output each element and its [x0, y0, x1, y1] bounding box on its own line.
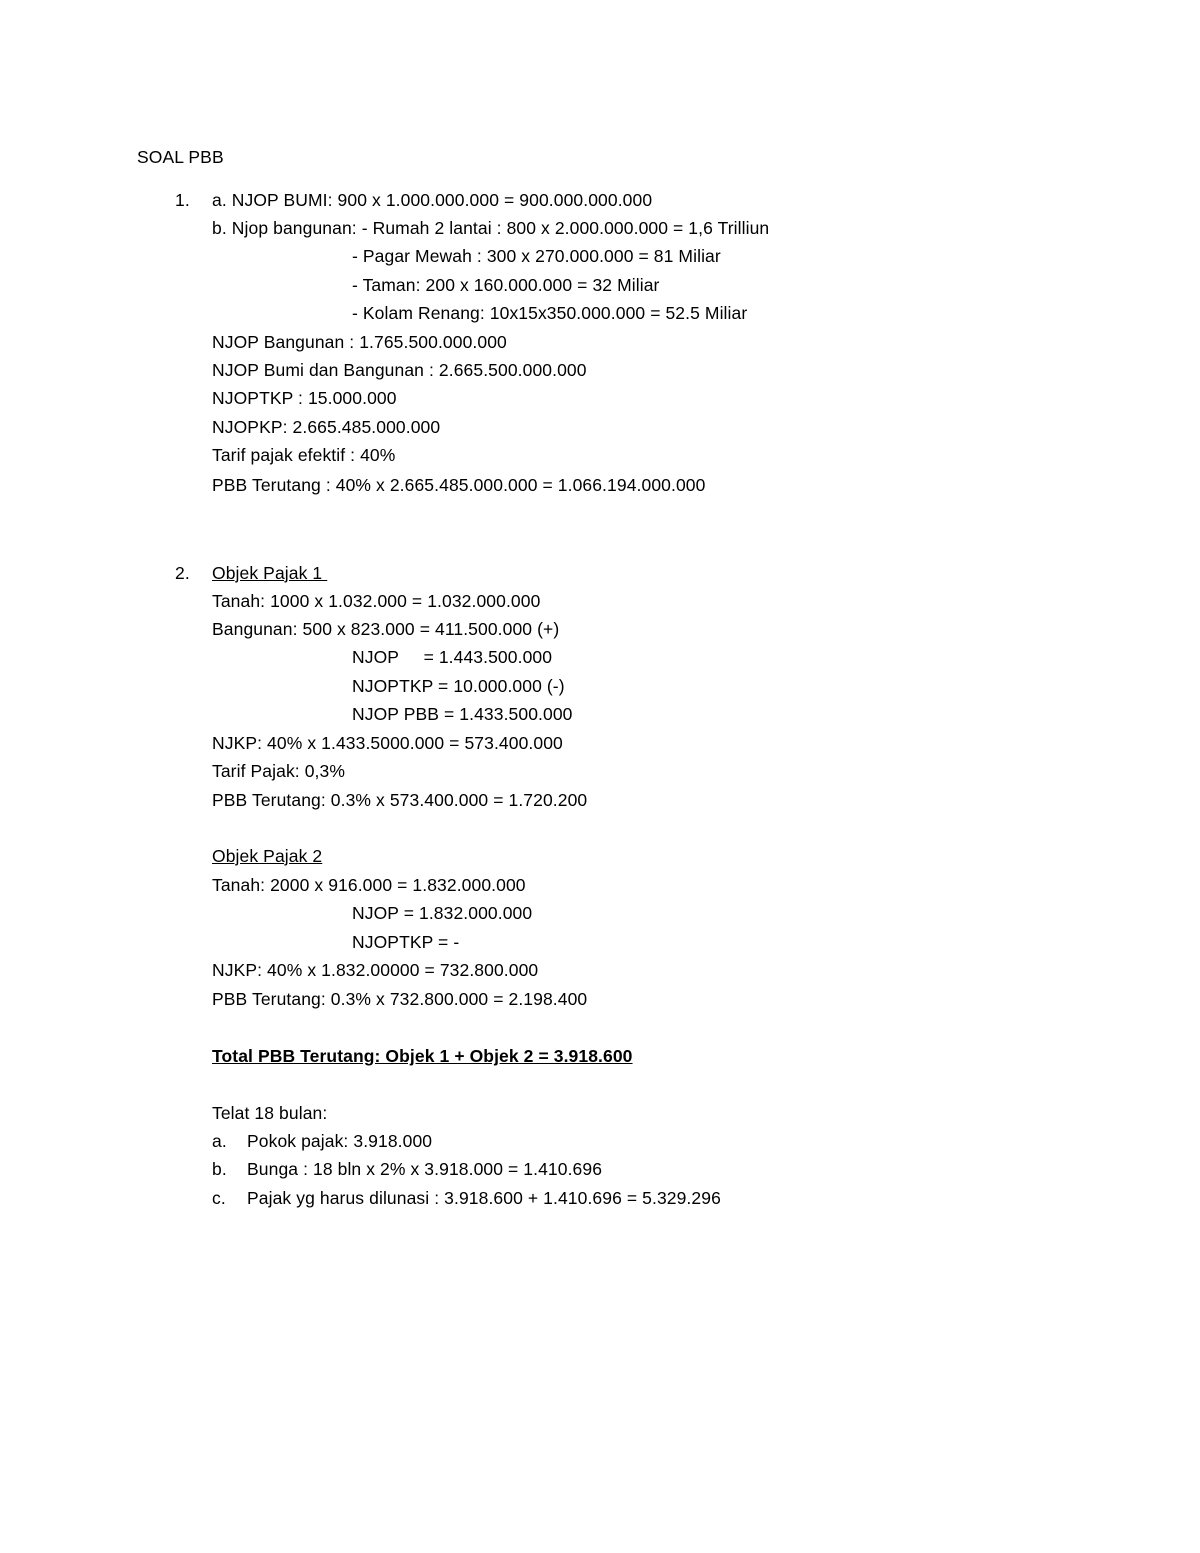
- q2-obj1-njop: NJOP = 1.443.500.000: [352, 647, 553, 667]
- q1-njoptkp: NJOPTKP : 15.000.000: [212, 388, 397, 408]
- telat-item-total: Pajak yg harus dilunasi : 3.918.600 + 1.410.696 = 5.329.296: [247, 1188, 721, 1208]
- q2-number: 2.: [175, 563, 190, 583]
- q1-pbb-terutang: PBB Terutang : 40% x 2.665.485.000.000 = 1.066.194.000.000: [212, 475, 706, 495]
- document-title: SOAL PBB: [137, 147, 224, 167]
- telat-item-marker: c.: [212, 1188, 226, 1208]
- telat-item-marker: b.: [212, 1159, 227, 1179]
- q2-obj1-heading: Objek Pajak 1: [212, 563, 328, 583]
- q1-kolam: - Kolam Renang: 10x15x350.000.000 = 52.5 Miliar: [352, 303, 748, 323]
- q2-obj1-njkp: NJKP: 40% x 1.433.5000.000 = 573.400.000: [212, 733, 563, 753]
- q2-obj2-pbb-terutang: PBB Terutang: 0.3% x 732.800.000 = 2.198.400: [212, 989, 588, 1009]
- q1-njop-bangunan-total: NJOP Bangunan : 1.765.500.000.000: [212, 332, 507, 352]
- q2-obj2-tanah: Tanah: 2000 x 916.000 = 1.832.000.000: [212, 875, 526, 895]
- q2-telat-heading: Telat 18 bulan:: [212, 1103, 328, 1123]
- q2-total-pbb: Total PBB Terutang: Objek 1 + Objek 2 = 3.918.600: [212, 1046, 633, 1066]
- q2-obj1-tanah: Tanah: 1000 x 1.032.000 = 1.032.000.000: [212, 591, 541, 611]
- q1-tarif: Tarif pajak efektif : 40%: [212, 445, 396, 465]
- q1-njopkp: NJOPKP: 2.665.485.000.000: [212, 417, 441, 437]
- q2-obj1-njop-pbb: NJOP PBB = 1.433.500.000: [352, 704, 573, 724]
- q1-pagar: - Pagar Mewah : 300 x 270.000.000 = 81 Miliar: [352, 246, 721, 266]
- q1-njop-bumi: a. NJOP BUMI: 900 x 1.000.000.000 = 900.000.000.000: [212, 190, 653, 210]
- q1-number: 1.: [175, 190, 190, 210]
- q2-obj2-njop: NJOP = 1.832.000.000: [352, 903, 533, 923]
- q1-njop-bangunan-rumah: b. Njop bangunan: - Rumah 2 lantai : 800 x 2.000.000.000 = 1,6 Trilliun: [212, 218, 770, 238]
- q2-obj1-pbb-terutang: PBB Terutang: 0.3% x 573.400.000 = 1.720.200: [212, 790, 588, 810]
- q2-obj1-tarif: Tarif Pajak: 0,3%: [212, 761, 346, 781]
- q2-obj1-bangunan: Bangunan: 500 x 823.000 = 411.500.000 (+): [212, 619, 560, 639]
- q1-taman: - Taman: 200 x 160.000.000 = 32 Miliar: [352, 275, 660, 295]
- q1-njop-bumi-bangunan: NJOP Bumi dan Bangunan : 2.665.500.000.000: [212, 360, 587, 380]
- q2-obj2-heading: Objek Pajak 2: [212, 846, 323, 866]
- telat-item-bunga: Bunga : 18 bln x 2% x 3.918.000 = 1.410.696: [247, 1159, 603, 1179]
- telat-item-pokok: Pokok pajak: 3.918.000: [247, 1131, 433, 1151]
- q2-obj2-njoptkp: NJOPTKP = -: [352, 932, 460, 952]
- q2-obj2-njkp: NJKP: 40% x 1.832.00000 = 732.800.000: [212, 960, 539, 980]
- telat-item-marker: a.: [212, 1131, 227, 1151]
- q2-obj1-njoptkp: NJOPTKP = 10.000.000 (-): [352, 676, 565, 696]
